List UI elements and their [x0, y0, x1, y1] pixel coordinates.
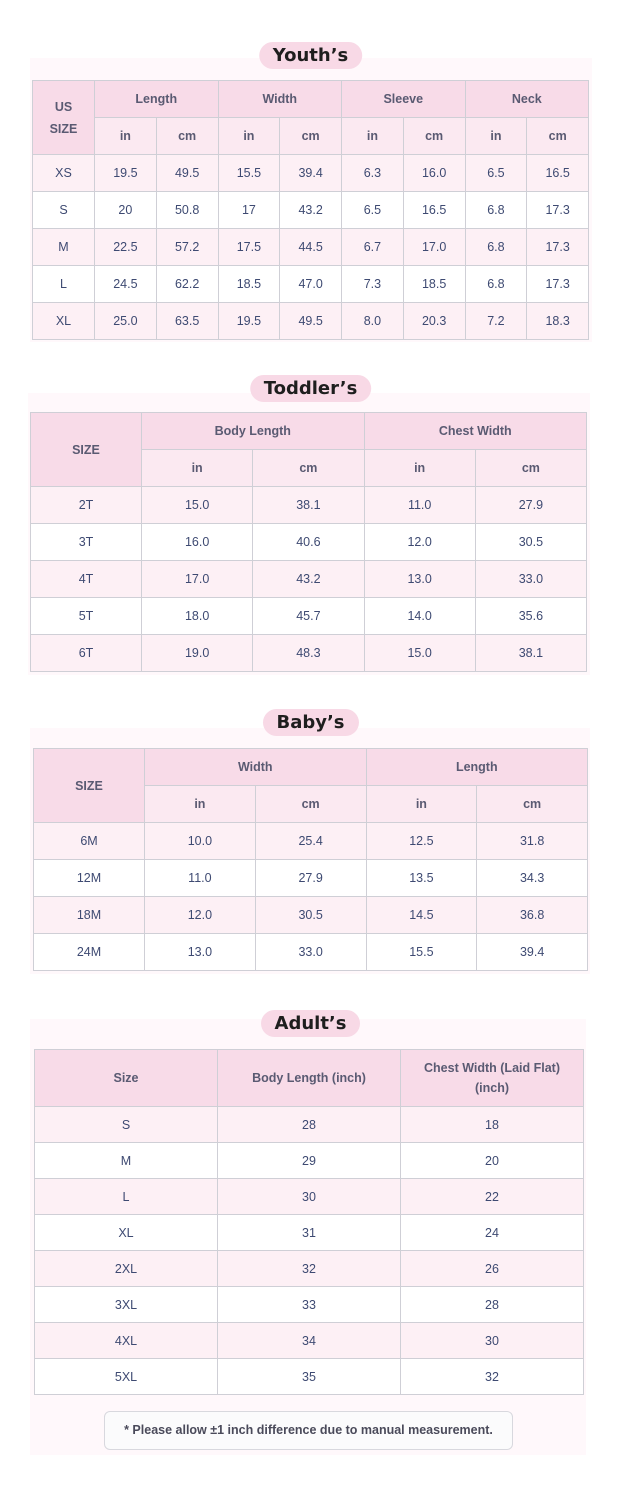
- size-cell: 18M: [34, 897, 145, 934]
- youth-group-header: Neck: [465, 81, 589, 118]
- table-row: [31, 598, 587, 635]
- measurement-cell: 33.0: [475, 561, 586, 598]
- measurement-cell: 49.5: [280, 303, 342, 340]
- adult-title: Adult’s: [261, 1010, 361, 1037]
- unit-in-header: in: [364, 450, 475, 487]
- measurement-cell: 27.9: [255, 860, 366, 897]
- measurement-cell: 31: [218, 1215, 401, 1251]
- measurement-cell: 25.0: [95, 303, 157, 340]
- table-row: [34, 823, 588, 860]
- measurement-cell: 45.7: [253, 598, 364, 635]
- measurement-cell: 62.2: [156, 266, 218, 303]
- measurement-cell: 11.0: [145, 860, 256, 897]
- table-row: [33, 192, 589, 229]
- measurement-cell: 22.5: [95, 229, 157, 266]
- measurement-cell: 47.0: [280, 266, 342, 303]
- measurement-cell: 17.0: [142, 561, 253, 598]
- measurement-cell: 35.6: [475, 598, 586, 635]
- toddler-size-header: SIZE: [31, 413, 142, 487]
- measurement-cell: 19.0: [142, 635, 253, 672]
- measurement-cell: 15.5: [366, 934, 477, 971]
- measurement-cell: 24: [401, 1215, 584, 1251]
- measurement-cell: 32: [218, 1251, 401, 1287]
- unit-in-header: in: [142, 450, 253, 487]
- table-row: [35, 1323, 584, 1359]
- measurement-cell: 18.3: [527, 303, 589, 340]
- youth-size-table: [32, 80, 589, 340]
- youth-size-header: US SIZE: [33, 81, 95, 155]
- measurement-cell: 17.3: [527, 192, 589, 229]
- size-cell: 5XL: [35, 1359, 218, 1395]
- measurement-cell: 27.9: [475, 487, 586, 524]
- measurement-cell: 18: [401, 1107, 584, 1143]
- baby-title: Baby’s: [262, 709, 358, 736]
- size-cell: XL: [35, 1215, 218, 1251]
- adult-chest-width-header: Chest Width (Laid Flat) (inch): [401, 1050, 584, 1107]
- toddler-size-table: [30, 412, 587, 672]
- size-cell: 6T: [31, 635, 142, 672]
- size-cell: 3T: [31, 524, 142, 561]
- unit-in-header: in: [342, 118, 404, 155]
- measurement-cell: 33: [218, 1287, 401, 1323]
- table-row: [34, 897, 588, 934]
- measurement-cell: 14.5: [366, 897, 477, 934]
- measurement-cell: 57.2: [156, 229, 218, 266]
- table-row: [35, 1179, 584, 1215]
- measurement-cell: 8.0: [342, 303, 404, 340]
- measurement-cell: 38.1: [253, 487, 364, 524]
- measurement-cell: 6.8: [465, 192, 527, 229]
- unit-cm-header: cm: [255, 786, 366, 823]
- measurement-cell: 24.5: [95, 266, 157, 303]
- measurement-cell: 17.3: [527, 229, 589, 266]
- size-cell: 5T: [31, 598, 142, 635]
- measurement-cell: 43.2: [253, 561, 364, 598]
- measurement-cell: 22: [401, 1179, 584, 1215]
- table-row: [35, 1107, 584, 1143]
- measurement-cell: 49.5: [156, 155, 218, 192]
- measurement-cell: 17.0: [403, 229, 465, 266]
- measurement-cell: 35: [218, 1359, 401, 1395]
- measurement-cell: 32: [401, 1359, 584, 1395]
- adult-size-table: [34, 1049, 584, 1395]
- measurement-cell: 30.5: [475, 524, 586, 561]
- measurement-cell: 7.3: [342, 266, 404, 303]
- measurement-cell: 25.4: [255, 823, 366, 860]
- measurement-cell: 26: [401, 1251, 584, 1287]
- baby-group-header: Length: [366, 749, 588, 786]
- table-row: [33, 303, 589, 340]
- table-row: [35, 1251, 584, 1287]
- unit-cm-header: cm: [280, 118, 342, 155]
- measurement-cell: 6.8: [465, 266, 527, 303]
- youth-group-header: Sleeve: [342, 81, 466, 118]
- measurement-cell: 12.5: [366, 823, 477, 860]
- measurement-note: * Please allow ±1 inch difference due to manual measurement.: [104, 1411, 513, 1450]
- measurement-cell: 11.0: [364, 487, 475, 524]
- table-row: [35, 1359, 584, 1395]
- measurement-cell: 29: [218, 1143, 401, 1179]
- measurement-cell: 17.3: [527, 266, 589, 303]
- measurement-cell: 28: [218, 1107, 401, 1143]
- table-row: [34, 934, 588, 971]
- measurement-cell: 20: [401, 1143, 584, 1179]
- measurement-cell: 17.5: [218, 229, 280, 266]
- baby-size-header: SIZE: [34, 749, 145, 823]
- youth-group-header: Length: [95, 81, 219, 118]
- measurement-cell: 16.5: [403, 192, 465, 229]
- size-cell: XL: [33, 303, 95, 340]
- size-cell: L: [33, 266, 95, 303]
- measurement-cell: 40.6: [253, 524, 364, 561]
- unit-cm-header: cm: [156, 118, 218, 155]
- measurement-cell: 20: [95, 192, 157, 229]
- measurement-cell: 18.5: [403, 266, 465, 303]
- measurement-cell: 20.3: [403, 303, 465, 340]
- unit-in-header: in: [366, 786, 477, 823]
- table-row: [33, 155, 589, 192]
- measurement-cell: 6.5: [465, 155, 527, 192]
- measurement-cell: 63.5: [156, 303, 218, 340]
- measurement-cell: 38.1: [475, 635, 586, 672]
- measurement-cell: 44.5: [280, 229, 342, 266]
- measurement-cell: 6.3: [342, 155, 404, 192]
- measurement-cell: 19.5: [95, 155, 157, 192]
- measurement-cell: 15.0: [142, 487, 253, 524]
- measurement-cell: 43.2: [280, 192, 342, 229]
- table-row: [34, 860, 588, 897]
- measurement-cell: 18.0: [142, 598, 253, 635]
- measurement-cell: 48.3: [253, 635, 364, 672]
- adult-body-length-header: Body Length (inch): [218, 1050, 401, 1107]
- size-cell: 3XL: [35, 1287, 218, 1323]
- size-cell: 4T: [31, 561, 142, 598]
- table-row: [35, 1287, 584, 1323]
- measurement-cell: 39.4: [280, 155, 342, 192]
- size-cell: 12M: [34, 860, 145, 897]
- size-cell: 4XL: [35, 1323, 218, 1359]
- table-row: [35, 1215, 584, 1251]
- table-row: [33, 229, 589, 266]
- toddler-group-header: Body Length: [142, 413, 365, 450]
- size-cell: M: [35, 1143, 218, 1179]
- measurement-cell: 34: [218, 1323, 401, 1359]
- size-cell: 24M: [34, 934, 145, 971]
- measurement-cell: 10.0: [145, 823, 256, 860]
- unit-cm-header: cm: [477, 786, 588, 823]
- measurement-cell: 16.0: [403, 155, 465, 192]
- unit-in-header: in: [218, 118, 280, 155]
- table-row: [31, 487, 587, 524]
- measurement-cell: 14.0: [364, 598, 475, 635]
- measurement-cell: 12.0: [364, 524, 475, 561]
- size-cell: 2T: [31, 487, 142, 524]
- measurement-cell: 19.5: [218, 303, 280, 340]
- measurement-cell: 6.7: [342, 229, 404, 266]
- unit-cm-header: cm: [403, 118, 465, 155]
- measurement-cell: 33.0: [255, 934, 366, 971]
- table-row: [31, 561, 587, 598]
- unit-in-header: in: [95, 118, 157, 155]
- size-cell: 6M: [34, 823, 145, 860]
- adult-size-header: Size: [35, 1050, 218, 1107]
- table-row: [35, 1143, 584, 1179]
- measurement-cell: 36.8: [477, 897, 588, 934]
- size-cell: XS: [33, 155, 95, 192]
- measurement-cell: 17: [218, 192, 280, 229]
- youth-title: Youth’s: [259, 42, 363, 69]
- size-cell: L: [35, 1179, 218, 1215]
- measurement-cell: 28: [401, 1287, 584, 1323]
- measurement-cell: 15.5: [218, 155, 280, 192]
- measurement-cell: 16.5: [527, 155, 589, 192]
- toddler-title: Toddler’s: [250, 375, 372, 402]
- measurement-cell: 13.5: [366, 860, 477, 897]
- measurement-cell: 16.0: [142, 524, 253, 561]
- table-row: [31, 635, 587, 672]
- measurement-cell: 13.0: [145, 934, 256, 971]
- measurement-cell: 18.5: [218, 266, 280, 303]
- measurement-cell: 30.5: [255, 897, 366, 934]
- measurement-cell: 6.8: [465, 229, 527, 266]
- unit-cm-header: cm: [253, 450, 364, 487]
- measurement-cell: 30: [401, 1323, 584, 1359]
- table-row: [31, 524, 587, 561]
- unit-cm-header: cm: [527, 118, 589, 155]
- unit-in-header: in: [465, 118, 527, 155]
- measurement-cell: 15.0: [364, 635, 475, 672]
- size-cell: S: [33, 192, 95, 229]
- measurement-cell: 13.0: [364, 561, 475, 598]
- measurement-cell: 7.2: [465, 303, 527, 340]
- measurement-cell: 6.5: [342, 192, 404, 229]
- size-cell: S: [35, 1107, 218, 1143]
- measurement-cell: 34.3: [477, 860, 588, 897]
- unit-in-header: in: [145, 786, 256, 823]
- size-cell: M: [33, 229, 95, 266]
- youth-group-header: Width: [218, 81, 342, 118]
- baby-size-table: [33, 748, 588, 971]
- measurement-cell: 30: [218, 1179, 401, 1215]
- toddler-group-header: Chest Width: [364, 413, 587, 450]
- measurement-cell: 12.0: [145, 897, 256, 934]
- measurement-cell: 50.8: [156, 192, 218, 229]
- table-row: [33, 266, 589, 303]
- unit-cm-header: cm: [475, 450, 586, 487]
- measurement-cell: 31.8: [477, 823, 588, 860]
- baby-group-header: Width: [145, 749, 367, 786]
- size-cell: 2XL: [35, 1251, 218, 1287]
- measurement-cell: 39.4: [477, 934, 588, 971]
